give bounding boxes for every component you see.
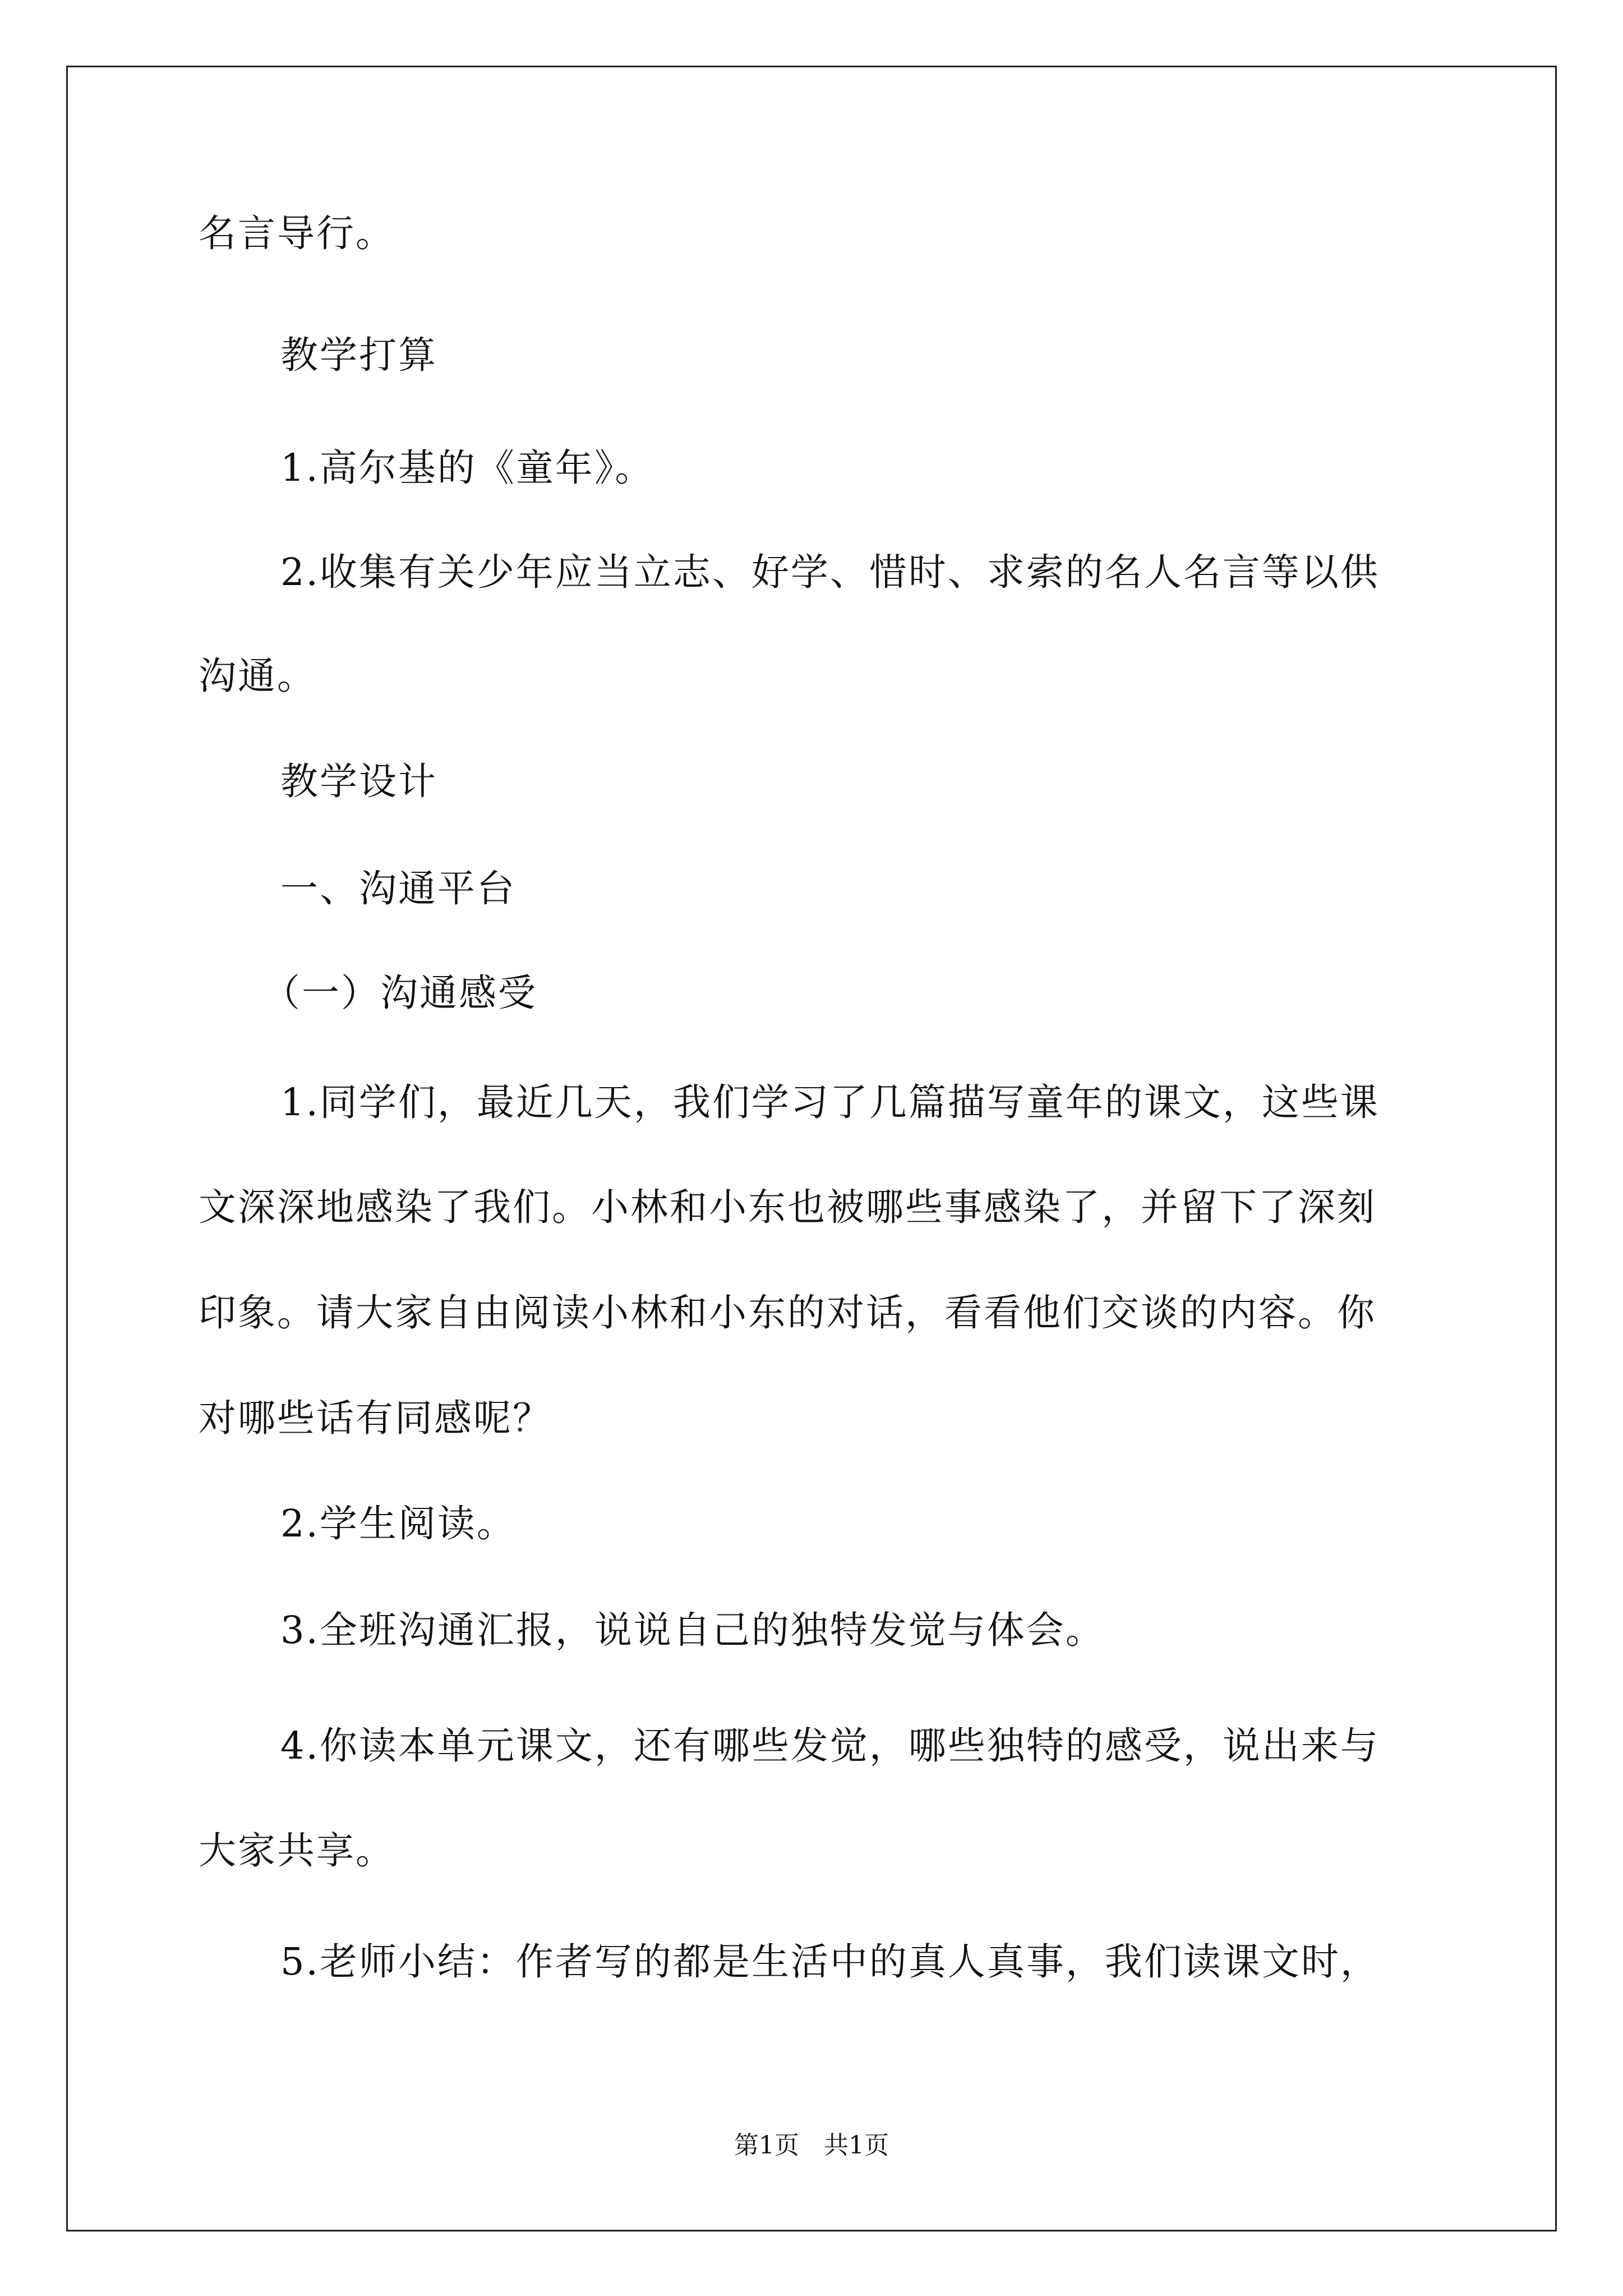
page-footer xyxy=(0,2129,1623,2162)
section-heading-plan: 教学打算 xyxy=(280,333,437,377)
subsection-heading-platform: 一、沟通平台 xyxy=(280,867,516,910)
page-border xyxy=(66,66,1557,2231)
page-number-total: 共1页 xyxy=(824,2131,889,2160)
text-line-1: 名言导行。 xyxy=(199,211,395,255)
text-line-plan-2: 2.收集有关少年应当立志、好学、惜时、求索的名人名言等以供 xyxy=(280,550,1380,594)
section-heading-design: 教学设计 xyxy=(280,760,437,803)
text-line-plan-2-cont: 沟通。 xyxy=(199,654,316,698)
text-line-step-4-cont: 大家共享。 xyxy=(199,1829,395,1872)
text-line-step-4: 4.你读本单元课文，还有哪些发觉，哪些独特的感受，说出来与 xyxy=(280,1724,1380,1768)
subsection-heading-feelings: （一）沟通感受 xyxy=(262,971,537,1015)
text-line-step-1-cont-b: 印象。请大家自由阅读小林和小东的对话，看看他们交谈的内容。你 xyxy=(199,1291,1376,1335)
text-line-step-1-cont-c: 对哪些话有同感呢？ xyxy=(199,1396,552,1440)
text-line-step-1-cont-a: 文深深地感染了我们。小林和小东也被哪些事感染了，并留下了深刻 xyxy=(199,1185,1376,1229)
text-line-step-2: 2.学生阅读。 xyxy=(280,1502,516,1545)
page-number-current: 第1页 xyxy=(734,2131,799,2160)
text-line-step-3: 3.全班沟通汇报，说说自己的独特发觉与体会。 xyxy=(280,1608,1105,1652)
text-line-plan-1: 1.高尔基的《童年》。 xyxy=(280,446,654,490)
text-line-step-5: 5.老师小结：作者写的都是生活中的真人真事，我们读课文时， xyxy=(280,1940,1380,1984)
text-line-step-1: 1.同学们，最近几天，我们学习了几篇描写童年的课文，这些课 xyxy=(280,1080,1380,1124)
